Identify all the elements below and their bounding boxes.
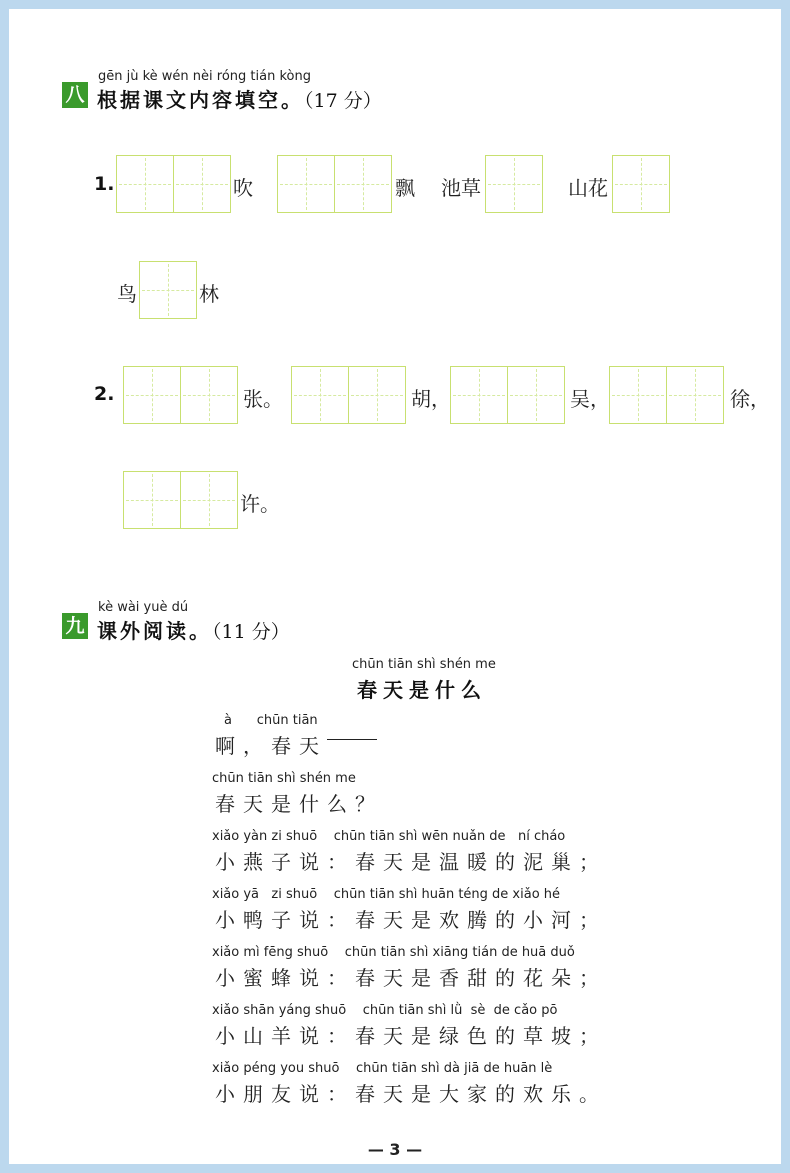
section9-score: （11 分） (212, 621, 290, 643)
dash-line (327, 739, 377, 740)
writing-cell[interactable] (666, 366, 724, 424)
section8-pinyin: gēn jù kè wén nèi róng tián kòng (98, 69, 311, 84)
poem-line-pinyin: à chūn tiān (224, 713, 318, 728)
q1-blank-3[interactable] (485, 155, 543, 213)
poem-line: 小蜜蜂说：春天是香甜的花朵； (215, 966, 607, 990)
q1-blank-4[interactable] (612, 155, 670, 213)
poem-line: 啊，春天 (215, 734, 327, 758)
section9-heading (97, 615, 290, 644)
writing-cell[interactable] (173, 155, 231, 213)
q2-number: 2. (94, 383, 115, 405)
q2-text-3: 吴， (570, 387, 610, 411)
q2-blank-3[interactable] (450, 366, 565, 424)
writing-cell[interactable] (116, 155, 174, 213)
q2-blank-1[interactable] (123, 366, 238, 424)
q1-text-5: 鸟 (117, 282, 137, 306)
q1-blank-1[interactable] (116, 155, 231, 213)
poem-line: 小燕子说：春天是温暖的泥巢； (215, 850, 607, 874)
poem-line: 春天是什么？ (215, 792, 383, 816)
poem-line: 小朋友说：春天是大家的欢乐。 (215, 1082, 607, 1106)
section8-title: 根据课文内容填空。 (97, 88, 304, 112)
q1-number: 1. (94, 173, 115, 195)
section9-title: 课外阅读。 (97, 619, 212, 643)
poem-line-pinyin: xiǎo shān yáng shuō chūn tiān shì lǜ sè de cǎo pō (212, 1003, 558, 1018)
q1-text-3: 池草 (441, 176, 481, 200)
page-number: — 3 — (367, 1140, 423, 1159)
writing-cell[interactable] (612, 155, 670, 213)
section9-pinyin: kè wài yuè dú (98, 600, 189, 615)
writing-cell[interactable] (348, 366, 406, 424)
q1-text-6: 林 (199, 282, 219, 306)
section8-heading (97, 84, 382, 113)
writing-cell[interactable] (507, 366, 565, 424)
q2-text-2: 胡， (411, 387, 451, 411)
q1-blank-2[interactable] (277, 155, 392, 213)
writing-cell[interactable] (334, 155, 392, 213)
q2-text-1: 张。 (243, 387, 283, 411)
poem-line-pinyin: xiǎo yā zi shuō chūn tiān shì huān téng de xiǎo hé (212, 887, 561, 902)
writing-cell[interactable] (485, 155, 543, 213)
q1-text-4: 山花 (568, 176, 608, 200)
writing-cell[interactable] (139, 261, 197, 319)
poem-line-pinyin: xiǎo mì fēng shuō chūn tiān shì xiāng tián de huā duǒ (212, 945, 575, 960)
writing-cell[interactable] (609, 366, 667, 424)
poem-line-pinyin: chūn tiān shì shén me (212, 771, 356, 786)
q2-blank-2[interactable] (291, 366, 406, 424)
section8-badge: 八 (62, 82, 88, 108)
poem-title: 春天是什么 (357, 678, 487, 702)
q2-text-5: 许。 (240, 492, 280, 516)
writing-cell[interactable] (123, 471, 181, 529)
writing-cell[interactable] (180, 471, 238, 529)
poem-line-pinyin: xiǎo péng you shuō chūn tiān shì dà jiā de huān lè (212, 1061, 553, 1076)
poem-line-pinyin: xiǎo yàn zi shuō chūn tiān shì wēn nuǎn de ní cháo (212, 829, 566, 844)
poem-line: 小山羊说：春天是绿色的草坡； (215, 1024, 607, 1048)
section8-score: （17 分） (304, 90, 382, 112)
q2-blank-5[interactable] (123, 471, 238, 529)
writing-cell[interactable] (180, 366, 238, 424)
q2-blank-4[interactable] (609, 366, 724, 424)
writing-cell[interactable] (291, 366, 349, 424)
q1-text-1: 吹 (233, 176, 253, 200)
q1-text-2: 飘 (395, 176, 415, 200)
q1-blank-5[interactable] (139, 261, 197, 319)
section9-badge: 九 (62, 613, 88, 639)
q2-text-4: 徐， (730, 387, 770, 411)
writing-cell[interactable] (450, 366, 508, 424)
writing-cell[interactable] (123, 366, 181, 424)
poem-title-pinyin: chūn tiān shì shén me (352, 657, 496, 672)
writing-cell[interactable] (277, 155, 335, 213)
poem-line: 小鸭子说：春天是欢腾的小河； (215, 908, 607, 932)
